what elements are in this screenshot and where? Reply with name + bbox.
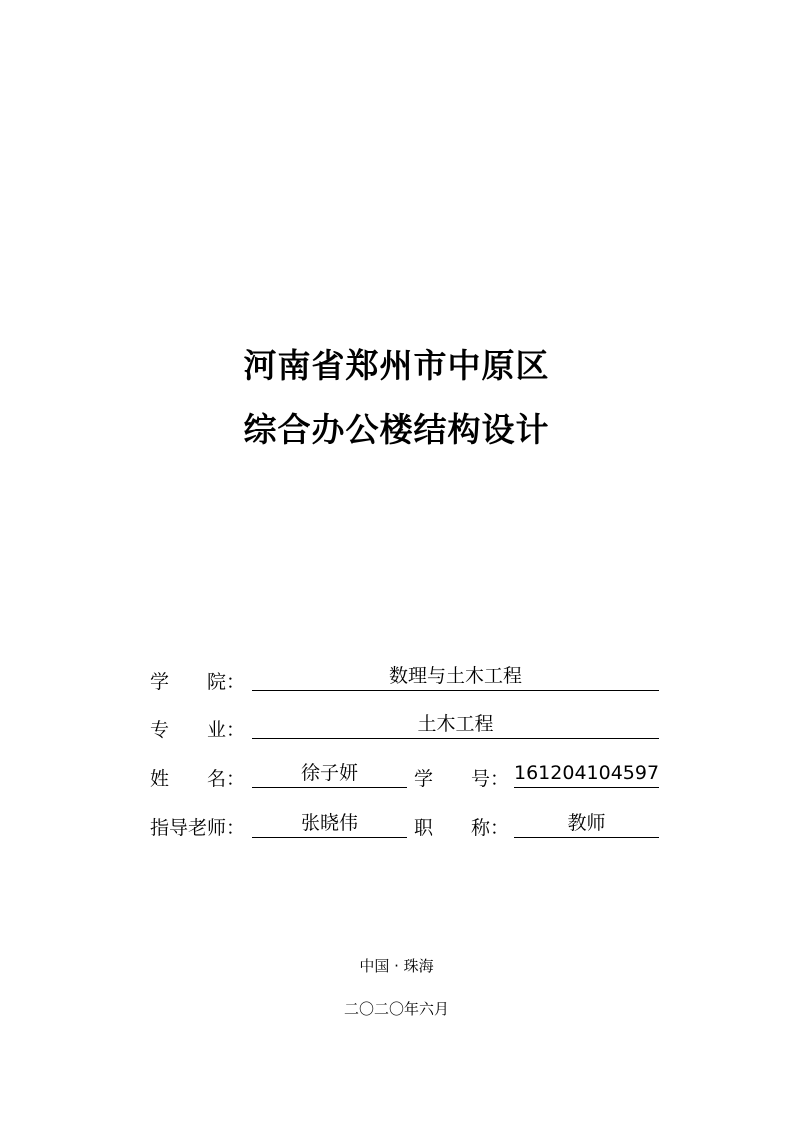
advisor-label: 指导老师： <box>150 817 246 839</box>
job-title-label: 职 称： <box>414 817 510 839</box>
footer-location: 中国 · 珠海 <box>359 957 434 975</box>
advisor-value: 张晓伟 <box>252 811 407 838</box>
college-label: 学 院： <box>150 671 246 693</box>
name-value: 徐子妍 <box>252 761 407 788</box>
college-value: 数理与土木工程 <box>252 664 659 691</box>
thesis-title-line-2: 综合办公楼结构设计 <box>243 410 550 449</box>
job-title-value: 教师 <box>514 811 659 838</box>
student-id-label: 学 号： <box>414 768 510 790</box>
major-value: 土木工程 <box>252 712 659 739</box>
footer-date: 二〇二〇年六月 <box>343 1000 449 1018</box>
thesis-title-line-1: 河南省郑州市中原区 <box>243 346 550 385</box>
name-label: 姓 名： <box>150 768 246 790</box>
major-label: 专 业： <box>150 719 246 741</box>
student-id-value: 161204104597 <box>514 761 659 788</box>
